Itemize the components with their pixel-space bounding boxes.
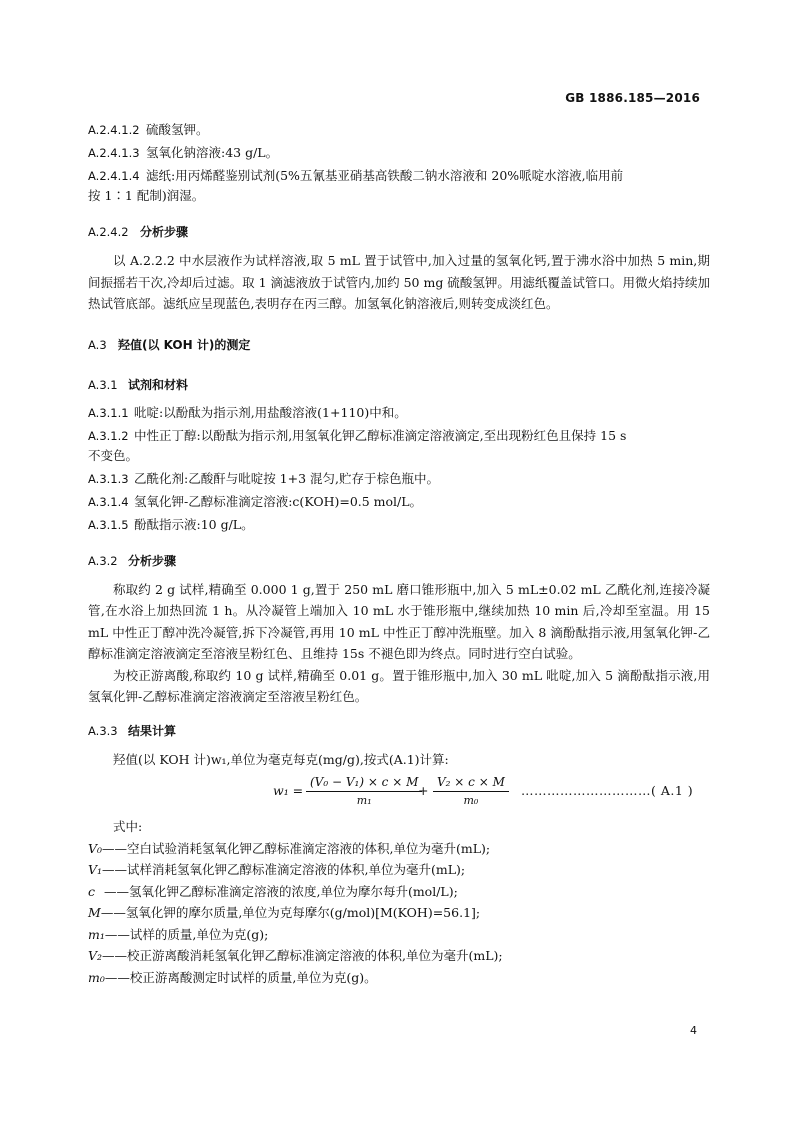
formula-fraction-2 [433,774,509,809]
definition-text: ——氢氧化钾乙醇标准滴定溶液的浓度,单位为摩尔每升(mol/L); [100,883,458,899]
formula-denominator-2: m₀ [463,794,479,807]
where-label: 式中: [113,819,143,834]
formula-lhs: w₁ = [273,783,304,798]
definition-text: ——试样消耗氢氧化钾乙醇标准滴定溶液的体积,单位为毫升(mL); [102,862,466,877]
section-title: 分析步骤 [128,553,177,568]
clause-a2413 [88,143,710,163]
definition-text: ——校正游离酸消耗氢氧化钾乙醇标准滴定溶液的体积,单位为毫升(mL); [102,948,503,963]
formula-numerator-1: (V₀ − V₁) × c × M [306,774,422,792]
formula-number: …………………………( A.1 ) [521,783,694,798]
section-title: 羟值(以 KOH 计)的测定 [118,337,251,352]
clause-a2414 [88,166,710,206]
paragraph-a33: 羟值(以 KOH 计)w₁,单位为毫克每克(mg/g),按式(A.1)计算: [113,751,449,767]
definition-text: ——试样的质量,单位为克(g); [104,926,269,942]
section-number: A.3 [88,337,107,352]
clause-text: 吡啶:以酚酞为指示剂,用盐酸溶液(1+110)中和。 [134,404,407,420]
definition-symbol: M [88,905,101,920]
formula-denominator-1: m₁ [356,794,372,807]
clause-text: 中性正丁醇:以酚酞为指示剂,用氢氧化钾乙醇标准滴定溶液滴定,至出现粉红色且保持 15 s [134,427,627,443]
definition-text: ——空白试验消耗氢氧化钾乙醇标准滴定溶液的体积,单位为毫升(mL); [102,840,491,856]
formula-a1 [88,774,710,812]
definition-item [88,902,710,924]
definitions-list [88,838,710,989]
clause-number: A.2.4.1.2 [88,123,140,137]
section-title: 结果计算 [128,723,177,738]
standard-code: GB 1886.185—2016 [565,91,700,105]
clause-number: A.3.1.5 [88,517,129,532]
clause-text: 硫酸氢钾。 [146,122,209,137]
formula-plus: + [418,783,429,798]
section-title: 分析步骤 [140,225,189,239]
paragraph-a32-procedure: 称取约 2 g 试样,精确至 0.000 1 g,置于 250 mL 磨口锥形瓶中,加入 5 mL±0.02 mL 乙酰化剂,连接冷凝管,在水浴上加热回流 1 h。从冷凝管上端加入 10 mL 水于锥形瓶中,继续加热 10 min 后,冷却至室温。用 15 mL 中性正丁醇冲洗冷凝管,拆下冷凝管,再用 10 mL 中性正丁醇冲洗瓶壁。加入 8 滴酚酞指示液,用氢氧化钾-乙醇标准滴定溶液滴定至溶液呈粉红色、且维持 15s 不褪色即为终点。同时进行空白试验。 [88,581,710,661]
definition-symbol: V₀ [88,840,103,856]
formula-fraction-1 [306,774,422,809]
definition-item [88,945,710,967]
definition-item [88,881,710,903]
section-number: A.3.3 [88,723,118,738]
clause-number: A.3.1.4 [88,494,129,509]
section-heading-a32 [88,551,710,571]
formula-numerator-2: V₂ × c × M [433,774,509,792]
clause-text-continued: 按 1∶1 配制)润湿。 [88,188,205,203]
section-heading-a33 [88,721,710,741]
clause-number: A.3.1.3 [88,471,129,486]
clause-text: 滤纸:用丙烯醛鉴别试剂(5%五氰基亚硝基高铁酸二钠水溶液和 20%哌啶水溶液,临用前 [146,168,624,183]
paragraph-a242: 以 A.2.2.2 中水层液作为试样溶液,取 5 mL 置于试管中,加入过量的氢氧化钙,置于沸水浴中加热 5 min,期间振摇若干次,冷却后过滤。取 1 滴滤液放于试管内,加约 50 mg 硫酸氢钾。用滤纸覆盖试管口。用微火焰持续加热试管底部。滤纸应呈现蓝色,表明存在丙三醇。加氢氧化钠溶液后,则转变成淡红色。 [88,253,710,311]
definition-item [88,859,710,881]
definition-item [88,838,710,860]
clause-a2412 [88,120,710,140]
clause-a314 [88,492,710,512]
clause-text: 氢氧化钾-乙醇标准滴定溶液:c(KOH)=0.5 mol/L。 [134,493,423,509]
clause-a311 [88,403,710,423]
clause-text: 氢氧化钠溶液:43 g/L。 [146,145,279,160]
section-number: A.2.4.2 [88,225,129,239]
section-number: A.3.1 [88,377,118,392]
document-body [88,120,710,988]
definition-symbol: V₂ [88,948,103,963]
clause-a312 [88,426,710,466]
definition-symbol: V₁ [88,862,103,877]
clause-a315 [88,515,710,535]
paragraph-a32-free-acid: 为校正游离酸,称取约 10 g 试样,精确至 0.01 g。置于锥形瓶中,加入 30 mL 吡啶,加入 5 滴酚酞指示液,用氢氧化钾-乙醇标准滴定溶液滴定至溶液呈粉红色。 [88,667,710,704]
section-heading-a242 [88,222,710,242]
clause-a313 [88,469,710,489]
clause-number: A.2.4.1.3 [88,146,140,160]
definition-item [88,924,710,946]
clause-text-continued: 不变色。 [88,447,139,463]
section-title: 试剂和材料 [128,377,189,392]
definition-text: ——校正游离酸测定时试样的质量,单位为克(g)。 [104,969,377,985]
section-heading-a31 [88,375,710,395]
definition-text: ——氢氧化钾的摩尔质量,单位为克每摩尔(g/mol)[M(KOH)=56.1]; [100,905,481,920]
clause-text: 酚酞指示液:10 g/L。 [134,516,254,532]
definition-item [88,967,710,989]
clause-number: A.2.4.1.4 [88,169,140,183]
page-number: 4 [690,1024,697,1037]
definition-symbol: m₀ [88,969,105,985]
definition-symbol: c [88,883,96,899]
section-heading-a3 [88,335,710,355]
section-number: A.3.2 [88,553,118,568]
definition-symbol: m₁ [88,926,105,942]
clause-text: 乙酰化剂:乙酸酐与吡啶按 1+3 混匀,贮存于棕色瓶中。 [134,470,440,486]
clause-number: A.3.1.1 [88,405,129,420]
clause-number: A.3.1.2 [88,428,129,443]
